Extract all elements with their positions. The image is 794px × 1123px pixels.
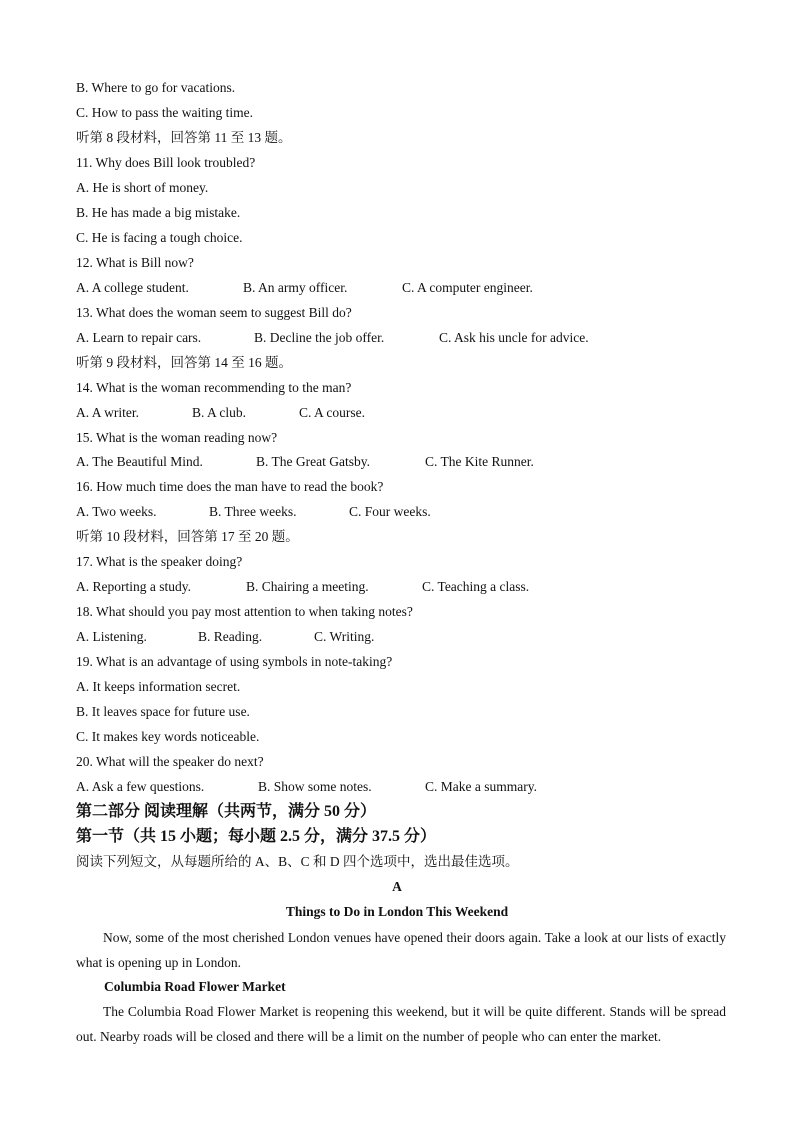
reading-instruction: 阅读下列短文，从每题所给的 A、B、C 和 D 四个选项中，选出最佳选项。 — [76, 854, 519, 869]
option-c: C. Teaching a class. — [422, 579, 530, 594]
question-19: 19. What is an advantage of using symbols in note-taking? — [76, 654, 393, 669]
option-c: C. Ask his uncle for advice. — [439, 330, 589, 345]
option-b: B. A club. — [192, 405, 247, 420]
option-line: B. It leaves space for future use. — [76, 704, 250, 719]
option-a: A. Learn to repair cars. — [76, 330, 202, 345]
option-line: C. It makes key words noticeable. — [76, 729, 260, 744]
option-c: C. A computer engineer. — [402, 280, 533, 295]
question-16: 16. How much time does the man have to read the book? — [76, 479, 384, 494]
option-c: C. Four weeks. — [349, 504, 431, 519]
question-13: 13. What does the woman seem to suggest Bill do? — [76, 305, 352, 320]
option-line: B. Where to go for vacations. — [76, 80, 236, 95]
option-line: A. It keeps information secret. — [76, 679, 241, 694]
option-b: B. Three weeks. — [209, 504, 297, 519]
option-b: B. The Great Gatsby. — [256, 454, 370, 469]
section-instruction: 听第 8 段材料，回答第 11 至 13 题。 — [76, 130, 292, 145]
passage-title: Things to Do in London This Weekend — [285, 904, 509, 919]
question-14: 14. What is the woman recommending to the man? — [76, 380, 352, 395]
section-heading: 第一节（共 15 小题；每小题 2.5 分，满分 37.5 分） — [76, 828, 437, 845]
passage-paragraph — [76, 925, 726, 975]
option-b: B. Chairing a meeting. — [246, 579, 369, 594]
question-18: 18. What should you pay most attention to when taking notes? — [76, 604, 413, 619]
option-b: B. Decline the job offer. — [254, 330, 385, 345]
option-line: C. How to pass the waiting time. — [76, 105, 253, 120]
part-heading: 第二部分 阅读理解（共两节，满分 50 分） — [76, 803, 377, 820]
option-b: B. Reading. — [198, 629, 263, 644]
section-instruction: 听第 10 段材料，回答第 17 至 20 题。 — [76, 529, 299, 544]
option-a: A. The Beautiful Mind. — [76, 454, 203, 469]
question-12: 12. What is Bill now? — [76, 255, 194, 270]
option-c: C. Make a summary. — [425, 779, 537, 794]
paragraph-text: The Columbia Road Flower Market is reopening this weekend, but it will be quite different. Stands will be spread out. Nearby roads will be closed and there will be a limit on the number of people who can enter the market. — [76, 1004, 726, 1044]
question-17: 17. What is the speaker doing? — [76, 554, 243, 569]
question-20: 20. What will the speaker do next? — [76, 754, 264, 769]
passage-paragraph — [76, 999, 726, 1049]
option-a: A. Listening. — [76, 629, 147, 644]
option-b: B. An army officer. — [243, 280, 348, 295]
section-instruction: 听第 9 段材料，回答第 14 至 16 题。 — [76, 355, 292, 370]
option-a: A. A college student. — [76, 280, 189, 295]
option-c: C. Writing. — [314, 629, 375, 644]
option-line: A. He is short of money. — [76, 180, 209, 195]
option-a: A. Ask a few questions. — [76, 779, 205, 794]
passage-label: A — [392, 879, 402, 894]
option-b: B. Show some notes. — [258, 779, 372, 794]
option-line: B. He has made a big mistake. — [76, 205, 241, 220]
option-line: C. He is facing a tough choice. — [76, 230, 243, 245]
option-c: C. The Kite Runner. — [425, 454, 534, 469]
subheading: Columbia Road Flower Market — [104, 979, 286, 994]
question-15: 15. What is the woman reading now? — [76, 430, 278, 445]
paragraph-text: Now, some of the most cherished London venues have opened their doors again. Take a look at our lists of exactly what is opening up in London. — [76, 930, 726, 970]
option-a: A. A writer. — [76, 405, 139, 420]
option-a: A. Two weeks. — [76, 504, 157, 519]
option-a: A. Reporting a study. — [76, 579, 191, 594]
question-11: 11. Why does Bill look troubled? — [76, 155, 256, 170]
option-c: C. A course. — [299, 405, 365, 420]
